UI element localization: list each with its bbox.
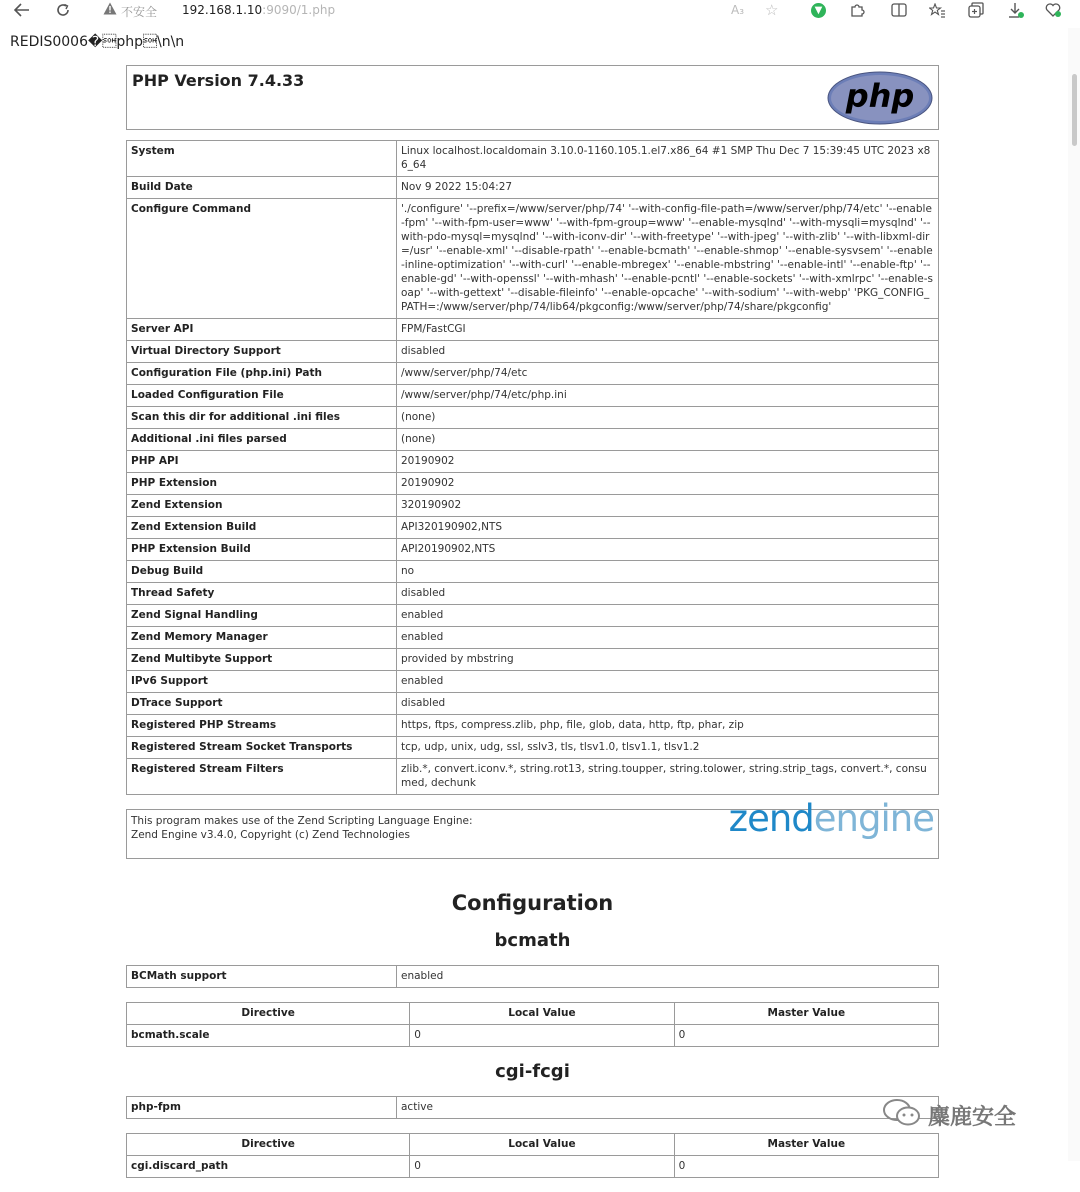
table-row: [127, 649, 939, 671]
info-value: disabled: [397, 693, 939, 715]
zend-engine-text: [131, 814, 473, 842]
info-key: Registered Stream Filters: [127, 759, 397, 795]
info-value: (none): [397, 429, 939, 451]
info-key: PHP Extension: [127, 473, 397, 495]
back-arrow-icon[interactable]: [14, 1, 30, 19]
table-row: [127, 605, 939, 627]
info-key: PHP API: [127, 451, 397, 473]
phpinfo-content: [126, 65, 939, 1192]
info-value: Nov 9 2022 15:04:27: [397, 177, 939, 199]
master-value: 0: [674, 1025, 938, 1047]
info-key: Thread Safety: [127, 583, 397, 605]
info-key: Virtual Directory Support: [127, 341, 397, 363]
collections-icon[interactable]: [968, 1, 984, 19]
info-value: tcp, udp, unix, udg, ssl, sslv3, tls, tlsv1.0, tlsv1.1, tlsv1.2: [397, 737, 939, 759]
table-row: [127, 341, 939, 363]
table-row: [127, 671, 939, 693]
info-value: 20190902: [397, 451, 939, 473]
info-key: Loaded Configuration File: [127, 385, 397, 407]
table-row: [127, 385, 939, 407]
php-fpm-value: active: [397, 1097, 939, 1119]
directive-name: cgi.discard_path: [127, 1156, 410, 1178]
zend-line-2: Zend Engine v3.4.0, Copyright (c) Zend Technologies: [131, 829, 410, 841]
directive-name: bcmath.scale: [127, 1025, 410, 1047]
local-value-header: Local Value: [410, 1003, 674, 1025]
zend-line-1: This program makes use of the Zend Scripting Language Engine:: [131, 815, 473, 827]
info-value: (none): [397, 407, 939, 429]
table-row: [127, 583, 939, 605]
info-key: Server API: [127, 319, 397, 341]
table-row: [127, 517, 939, 539]
table-row: [127, 495, 939, 517]
download-icon[interactable]: [1008, 1, 1024, 19]
info-value: https, ftps, compress.zlib, php, file, glob, data, http, ftp, phar, zip: [397, 715, 939, 737]
page-scrollbar[interactable]: [1068, 28, 1080, 1161]
cgi-fcgi-support-table: [126, 1096, 939, 1119]
table-row: [127, 177, 939, 199]
info-value: Linux localhost.localdomain 3.10.0-1160.105.1.el7.x86_64 #1 SMP Thu Dec 7 15:39:45 UTC 2023 x86_64: [397, 141, 939, 177]
url-path: :9090/1.php: [262, 3, 336, 17]
info-key: Zend Extension Build: [127, 517, 397, 539]
info-value: disabled: [397, 583, 939, 605]
info-value: enabled: [397, 627, 939, 649]
info-key: Zend Signal Handling: [127, 605, 397, 627]
table-row: [127, 319, 939, 341]
extension-green-icon[interactable]: ▼: [811, 3, 826, 18]
info-key: Registered Stream Socket Transports: [127, 737, 397, 759]
local-value: 0: [410, 1025, 674, 1047]
info-key: Configure Command: [127, 199, 397, 319]
warning-triangle-icon[interactable]: [103, 2, 117, 19]
reload-icon[interactable]: [55, 1, 71, 19]
zend-engine-logo: [728, 797, 934, 840]
table-row: [127, 759, 939, 795]
local-value-header: Local Value: [410, 1134, 674, 1156]
info-value: API320190902,NTS: [397, 517, 939, 539]
info-key: Debug Build: [127, 561, 397, 583]
info-value: enabled: [397, 605, 939, 627]
watermark-text: 麋鹿安全: [928, 1104, 1017, 1130]
table-row: [127, 715, 939, 737]
table-row: [127, 539, 939, 561]
info-key: Zend Multibyte Support: [127, 649, 397, 671]
bcmath-heading: bcmath: [494, 930, 571, 951]
info-key: System: [127, 141, 397, 177]
table-row: [127, 693, 939, 715]
table-row: [127, 429, 939, 451]
master-value-header: Master Value: [674, 1003, 938, 1025]
scrollbar-thumb[interactable]: [1072, 74, 1077, 146]
extensions-puzzle-icon[interactable]: [849, 1, 865, 19]
php-logo: [827, 71, 933, 129]
favorites-list-icon[interactable]: [929, 1, 946, 19]
info-key: Configuration File (php.ini) Path: [127, 363, 397, 385]
table-row: [127, 141, 939, 177]
address-bar-url[interactable]: [182, 3, 335, 17]
info-value: enabled: [397, 671, 939, 693]
zend-engine-box: [126, 797, 939, 859]
info-value: provided by mbstring: [397, 649, 939, 671]
info-value: './configure' '--prefix=/www/server/php/74' '--with-config-file-path=/www/server/php/74/etc' '--enable-fpm' '--with-fpm-user=www' '--with-fpm-group=www' '--enable-mysqlnd' '--with-mysqli=mysqlnd' '--with-pdo-mysql=mysqlnd' '--with-iconv-dir' '--with-freetype' '--with-jpeg' '--with-zlib' '--with-libxml-dir=/usr' '--enable-xml' '--disable-rpath' '--enable-bcmath' '--enable-shmop' '--enable-sysvsem' '--enable-inline-optimization' '--with-curl' '--enable-mbregex' '--enable-mbstring' '--enable-intl' '--enable-ftp' '--enable-gd' '--with-openssl' '--with-mhash' '--enable-pcntl' '--enable-sockets' '--with-xmlrpc' '--enable-soap' '--with-gettext' '--disable-fileinfo' '--enable-opcache' '--with-sodium' '--with-webp' 'PKG_CONFIG_PATH=:/www/server/php/74/lib64/pkgconfig:/www/server/php/74/share/pkgconfig': [397, 199, 939, 319]
info-value: API20190902,NTS: [397, 539, 939, 561]
info-key: IPv6 Support: [127, 671, 397, 693]
insecure-label[interactable]: 不安全: [121, 5, 158, 19]
read-aloud-icon[interactable]: A₃: [731, 3, 745, 17]
info-key: Additional .ini files parsed: [127, 429, 397, 451]
info-value: 20190902: [397, 473, 939, 495]
info-key: Build Date: [127, 177, 397, 199]
table-row: [127, 627, 939, 649]
configuration-heading: Configuration: [451, 891, 614, 915]
info-value: FPM/FastCGI: [397, 319, 939, 341]
directive-header: Directive: [127, 1003, 410, 1025]
table-row: [127, 737, 939, 759]
php-logo-text: php: [845, 77, 915, 115]
table-row: [127, 966, 939, 988]
wechat-logo-icon: [882, 1097, 922, 1133]
url-host: 192.168.1.10: [182, 3, 263, 17]
info-key: Zend Extension: [127, 495, 397, 517]
table-row: [127, 1097, 939, 1119]
cgi-fcgi-heading: cgi-fcgi: [495, 1061, 570, 1082]
table-row: [127, 199, 939, 319]
bcmath-support-value: enabled: [397, 966, 939, 988]
bcmath-support-table: [126, 965, 939, 988]
info-value: no: [397, 561, 939, 583]
table-row: [127, 451, 939, 473]
master-value-header: Master Value: [674, 1134, 938, 1156]
master-value: 0: [674, 1156, 938, 1178]
system-info-table: [126, 140, 939, 795]
local-value: 0: [410, 1156, 674, 1178]
info-key: DTrace Support: [127, 693, 397, 715]
table-row: [127, 1025, 939, 1047]
info-value: disabled: [397, 341, 939, 363]
table-row: [127, 473, 939, 495]
bcmath-support-label: BCMath support: [127, 966, 397, 988]
redis-dump-text: REDIS0006�php\n\n: [10, 34, 185, 50]
info-key: Registered PHP Streams: [127, 715, 397, 737]
zend-logo-word: zend: [728, 797, 814, 840]
favorite-star-icon[interactable]: ☆: [765, 1, 779, 19]
cgi-fcgi-directive-table: [126, 1133, 939, 1178]
php-fpm-label: php-fpm: [127, 1097, 397, 1119]
info-key: Zend Memory Manager: [127, 627, 397, 649]
table-header-row: [127, 1134, 939, 1156]
table-row: [127, 1156, 939, 1178]
table-row: [127, 363, 939, 385]
info-value: 320190902: [397, 495, 939, 517]
engine-logo-word: engine: [813, 797, 934, 840]
php-version-title: PHP Version 7.4.33: [132, 71, 305, 90]
directive-header: Directive: [127, 1134, 410, 1156]
info-value: zlib.*, convert.iconv.*, string.rot13, string.toupper, string.tolower, string.strip_tags, convert.*, consumed, dechunk: [397, 759, 939, 795]
split-screen-icon[interactable]: [891, 1, 907, 19]
table-row: [127, 407, 939, 429]
table-row: [127, 561, 939, 583]
wechat-watermark: [882, 1097, 1016, 1133]
info-key: Scan this dir for additional .ini files: [127, 407, 397, 429]
browser-toolbar: [0, 0, 1080, 22]
table-header-row: [127, 1003, 939, 1025]
php-version-header: [126, 65, 939, 130]
info-value: /www/server/php/74/etc: [397, 363, 939, 385]
info-key: PHP Extension Build: [127, 539, 397, 561]
bcmath-directive-table: [126, 1002, 939, 1047]
browser-essentials-heart-icon[interactable]: [1045, 1, 1062, 19]
info-value: /www/server/php/74/etc/php.ini: [397, 385, 939, 407]
